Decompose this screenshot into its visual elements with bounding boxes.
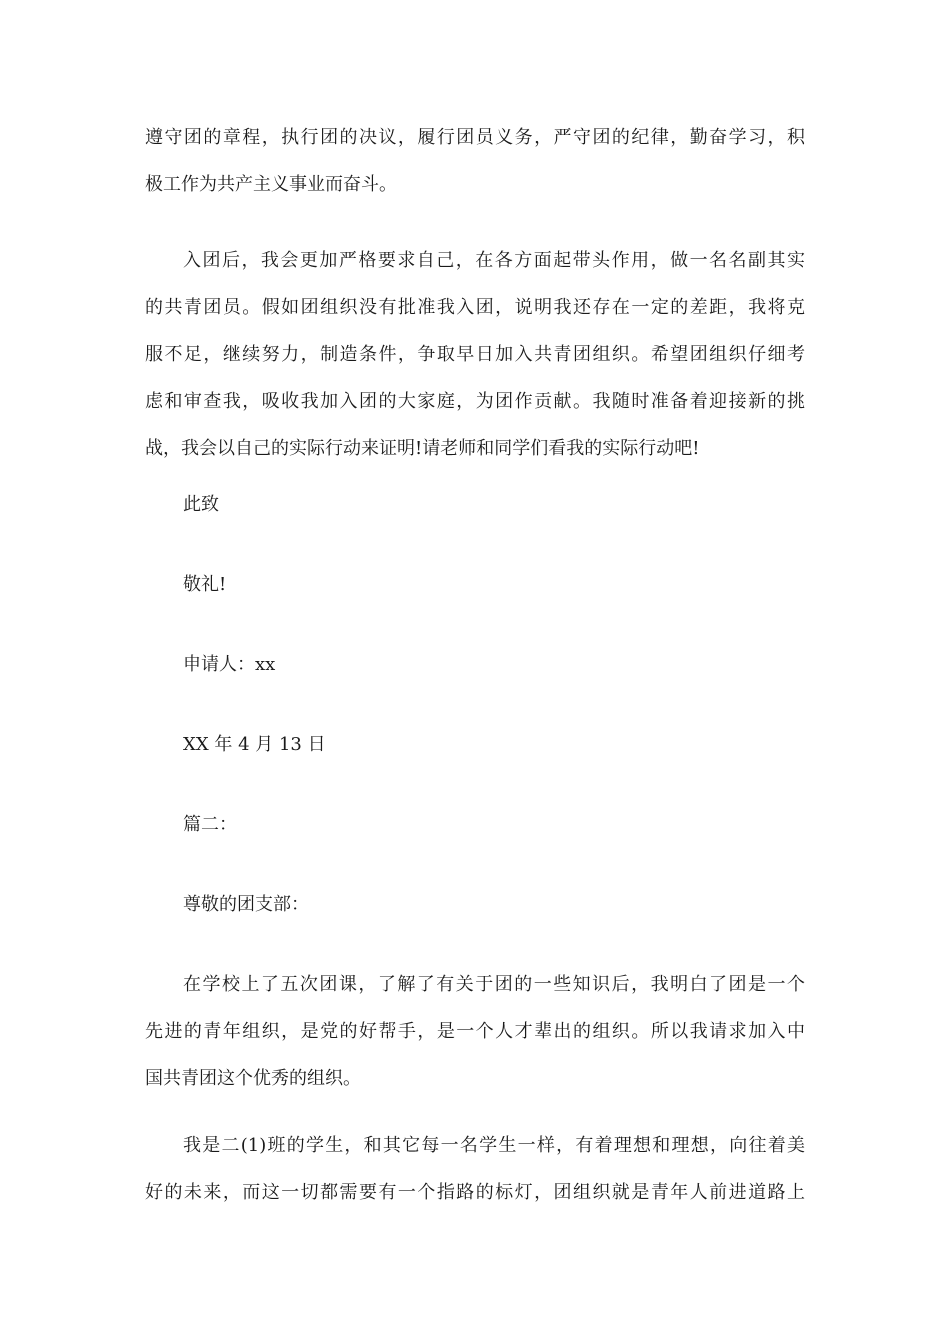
paragraph-2-line-2: 的共青团员。假如团组织没有批准我入团，说明我还存在一定的差距，我将克 [145,297,805,318]
salutation: 尊敬的团支部： [183,894,309,915]
paragraph-1-line-2: 极工作为共产主义事业而奋斗。 [145,174,397,195]
paragraph-4-line-1: 我是二(1)班的学生，和其它每一名学生一样，有着理想和理想，向往着美 [183,1135,805,1156]
paragraph-2-line-4: 虑和审查我，吸收我加入团的大家庭，为团作贡献。我随时准备着迎接新的挑 [145,391,805,412]
paragraph-4-line-2: 好的未来，而这一切都需要有一个指路的标灯，团组织就是青年人前进道路上 [145,1182,805,1203]
closing-greeting: 此致 [183,494,219,515]
section-heading: 篇二： [183,814,237,835]
paragraph-3-line-3: 国共青团这个优秀的组织。 [145,1068,361,1089]
paragraph-1-line-1: 遵守团的章程，执行团的决议，履行团员义务，严守团的纪律，勤奋学习，积 [145,127,805,148]
paragraph-2-line-5: 战，我会以自己的实际行动来证明!请老师和同学们看我的实际行动吧! [145,438,700,459]
closing-salute: 敬礼! [183,574,227,595]
paragraph-2-line-3: 服不足，继续努力，制造条件，争取早日加入共青团组织。希望团组织仔细考 [145,344,805,365]
application-date: XX 年 4 月 13 日 [183,734,326,755]
applicant-signature: 申请人：xx [183,654,276,675]
paragraph-3-line-1: 在学校上了五次团课，了解了有关于团的一些知识后，我明白了团是一个 [183,974,805,995]
paragraph-3-line-2: 先进的青年组织，是党的好帮手，是一个人才辈出的组织。所以我请求加入中 [145,1021,805,1042]
paragraph-2-line-1: 入团后，我会更加严格要求自己，在各方面起带头作用，做一名名副其实 [183,250,805,271]
